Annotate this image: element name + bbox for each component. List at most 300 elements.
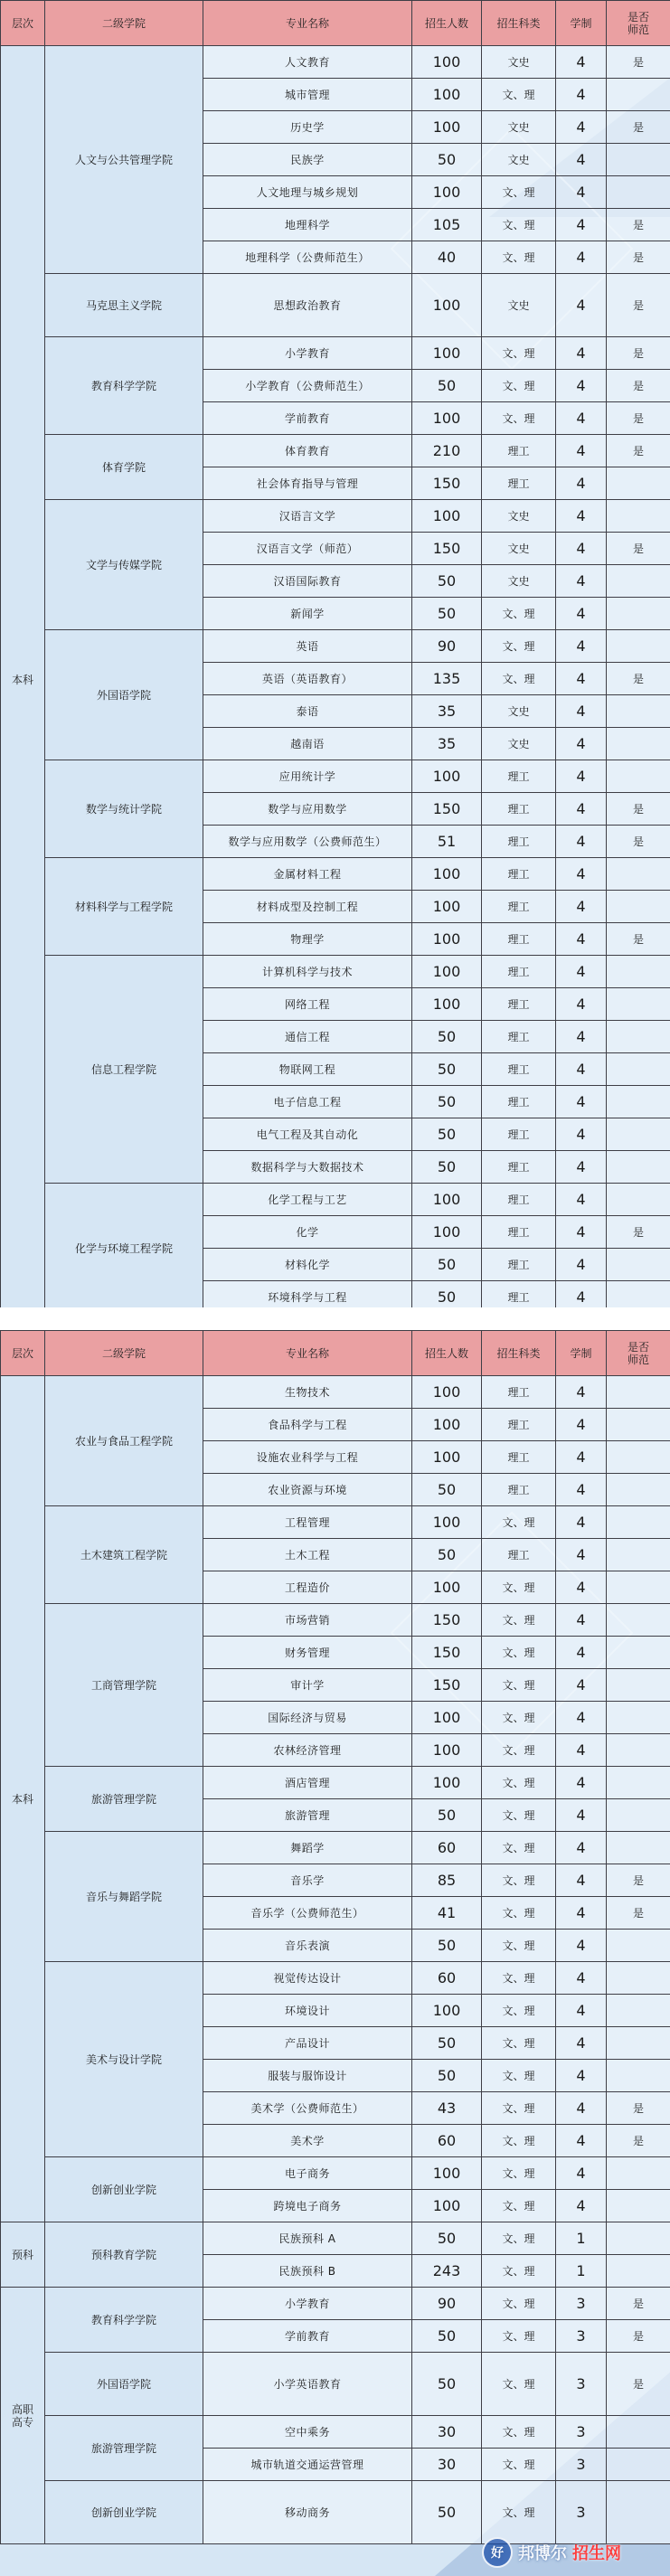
category-cell: 文、理 [482, 2481, 556, 2544]
enrollment-count-cell: 100 [412, 500, 482, 533]
duration-cell: 4 [556, 1053, 607, 1086]
duration-cell: 4 [556, 79, 607, 111]
enrollment-count-cell: 30 [412, 2449, 482, 2481]
college-cell: 工商管理学院 [45, 1604, 203, 1767]
enrollment-count-cell: 100 [412, 858, 482, 891]
enrollment-count-cell: 100 [412, 1767, 482, 1799]
major-name-cell: 英语 [203, 630, 412, 663]
category-cell: 文、理 [482, 1506, 556, 1539]
category-cell: 理工 [482, 435, 556, 467]
enrollment-count-cell: 100 [412, 111, 482, 144]
enrollment-count-cell: 85 [412, 1864, 482, 1897]
major-name-cell: 小学教育 [203, 2288, 412, 2320]
enrollment-count-cell: 150 [412, 793, 482, 826]
header-row [1, 1, 670, 46]
enrollment-count-cell: 100 [412, 1734, 482, 1767]
major-name-cell: 数学与应用数学（公费师范生） [203, 826, 412, 858]
enrollment-count-cell: 100 [412, 956, 482, 988]
enrollment-count-cell: 105 [412, 209, 482, 241]
major-name-cell: 城市轨道交通运营管理 [203, 2449, 412, 2481]
duration-cell: 4 [556, 2060, 607, 2092]
enrollment-count-cell: 50 [412, 144, 482, 176]
watermark-brand-b: 招生网 [572, 2544, 621, 2563]
normal-flag-cell [607, 695, 670, 728]
category-cell: 文、理 [482, 1571, 556, 1604]
category-cell: 文、理 [482, 598, 556, 630]
normal-flag-cell [607, 2027, 670, 2060]
normal-flag-cell [607, 1962, 670, 1995]
major-name-cell: 土木工程 [203, 1539, 412, 1571]
normal-flag-cell [607, 2060, 670, 2092]
category-cell: 文史 [482, 46, 556, 79]
normal-flag-cell [607, 1995, 670, 2027]
major-name-cell: 化学工程与工艺 [203, 1184, 412, 1216]
level-cell: 预科 [1, 2222, 45, 2288]
header-major: 专业名称 [203, 1, 412, 46]
table-row [1, 1962, 670, 1995]
level-cell: 高职 高专 [1, 2288, 45, 2544]
normal-flag-cell [607, 565, 670, 598]
category-cell: 文史 [482, 144, 556, 176]
enrollment-count-cell: 100 [412, 1409, 482, 1441]
duration-cell: 4 [556, 891, 607, 923]
table-row [1, 630, 670, 663]
major-name-cell: 民族预科 A [203, 2222, 412, 2255]
category-cell: 文、理 [482, 1897, 556, 1930]
duration-cell: 4 [556, 46, 607, 79]
college-cell: 文学与传媒学院 [45, 500, 203, 630]
table-row [1, 1604, 670, 1637]
category-cell: 文、理 [482, 630, 556, 663]
normal-flag-cell [607, 2449, 670, 2481]
normal-flag-cell [607, 2416, 670, 2449]
table-row [1, 46, 670, 79]
major-name-cell: 物联网工程 [203, 1053, 412, 1086]
enrollment-count-cell: 150 [412, 1604, 482, 1637]
duration-cell: 4 [556, 1021, 607, 1053]
major-name-cell: 审计学 [203, 1669, 412, 1702]
major-name-cell: 音乐表演 [203, 1930, 412, 1962]
normal-flag-cell [607, 1539, 670, 1571]
duration-cell: 4 [556, 1799, 607, 1832]
category-cell: 文、理 [482, 1637, 556, 1669]
college-cell: 旅游管理学院 [45, 2416, 203, 2481]
enrollment-count-cell: 100 [412, 1441, 482, 1474]
duration-cell: 3 [556, 2481, 607, 2544]
duration-cell: 4 [556, 565, 607, 598]
duration-cell: 4 [556, 793, 607, 826]
duration-cell: 4 [556, 923, 607, 956]
normal-flag-cell [607, 467, 670, 500]
table-row [1, 956, 670, 988]
major-name-cell: 移动商务 [203, 2481, 412, 2544]
enrollment-count-cell: 50 [412, 2353, 482, 2416]
major-name-cell: 工程管理 [203, 1506, 412, 1539]
duration-cell: 4 [556, 1604, 607, 1637]
enrollment-count-cell: 35 [412, 695, 482, 728]
level-cell: 本科 [1, 1376, 45, 2222]
duration-cell: 4 [556, 209, 607, 241]
duration-cell: 4 [556, 826, 607, 858]
category-cell: 理工 [482, 1151, 556, 1184]
duration-cell: 4 [556, 1767, 607, 1799]
category-cell: 文史 [482, 111, 556, 144]
duration-cell: 3 [556, 2416, 607, 2449]
category-cell: 理工 [482, 1409, 556, 1441]
duration-cell: 4 [556, 1249, 607, 1281]
duration-cell: 4 [556, 1962, 607, 1995]
normal-flag-cell [607, 2157, 670, 2190]
normal-flag-cell [607, 1930, 670, 1962]
table-row [1, 760, 670, 793]
enrollment-count-cell: 150 [412, 533, 482, 565]
category-cell: 文、理 [482, 1962, 556, 1995]
enrollment-count-cell: 100 [412, 1216, 482, 1249]
major-name-cell: 生物技术 [203, 1376, 412, 1409]
enrollment-count-cell: 40 [412, 241, 482, 274]
duration-cell: 4 [556, 1930, 607, 1962]
header-major: 专业名称 [203, 1331, 412, 1376]
normal-flag-cell: 是 [607, 241, 670, 274]
normal-flag-cell: 是 [607, 402, 670, 435]
college-cell: 外国语学院 [45, 630, 203, 760]
category-cell: 文史 [482, 533, 556, 565]
category-cell: 理工 [482, 1376, 556, 1409]
header-row [1, 1331, 670, 1376]
enrollment-count-cell: 100 [412, 1184, 482, 1216]
major-name-cell: 民族预科 B [203, 2255, 412, 2288]
duration-cell: 4 [556, 500, 607, 533]
major-name-cell: 跨境电子商务 [203, 2190, 412, 2222]
enrollment-count-cell: 50 [412, 1249, 482, 1281]
category-cell: 理工 [482, 1086, 556, 1118]
normal-flag-cell [607, 1376, 670, 1409]
table-row [1, 1184, 670, 1216]
major-name-cell: 工程造价 [203, 1571, 412, 1604]
table-row [1, 1506, 670, 1539]
duration-cell: 4 [556, 1506, 607, 1539]
category-cell: 文史 [482, 565, 556, 598]
college-cell: 旅游管理学院 [45, 1767, 203, 1832]
category-cell: 文、理 [482, 2222, 556, 2255]
duration-cell: 4 [556, 1216, 607, 1249]
major-name-cell: 舞蹈学 [203, 1832, 412, 1864]
normal-flag-cell [607, 1053, 670, 1086]
normal-flag-cell: 是 [607, 2092, 670, 2125]
category-cell: 文、理 [482, 663, 556, 695]
college-cell: 创新创业学院 [45, 2481, 203, 2544]
major-name-cell: 农业资源与环境 [203, 1474, 412, 1506]
enrollment-count-cell: 50 [412, 370, 482, 402]
major-name-cell: 应用统计学 [203, 760, 412, 793]
normal-flag-cell [607, 1702, 670, 1734]
major-name-cell: 产品设计 [203, 2027, 412, 2060]
duration-cell: 4 [556, 435, 607, 467]
category-cell: 理工 [482, 956, 556, 988]
enrollment-count-cell: 100 [412, 988, 482, 1021]
normal-flag-cell [607, 1184, 670, 1216]
table-row [1, 2416, 670, 2449]
header-count: 招生人数 [412, 1, 482, 46]
category-cell: 文、理 [482, 1702, 556, 1734]
enrollment-count-cell: 50 [412, 2027, 482, 2060]
duration-cell: 4 [556, 1118, 607, 1151]
enrollment-count-cell: 100 [412, 402, 482, 435]
normal-flag-cell [607, 1571, 670, 1604]
normal-flag-cell: 是 [607, 2125, 670, 2157]
normal-flag-cell: 是 [607, 1897, 670, 1930]
normal-flag-cell [607, 1734, 670, 1767]
category-cell: 文史 [482, 274, 556, 337]
major-name-cell: 音乐学（公费师范生） [203, 1897, 412, 1930]
enrollment-count-cell: 90 [412, 630, 482, 663]
normal-flag-cell [607, 1118, 670, 1151]
enrollment-count-cell: 50 [412, 598, 482, 630]
table-row [1, 2222, 670, 2255]
category-cell: 理工 [482, 1249, 556, 1281]
category-cell: 理工 [482, 1539, 556, 1571]
header-count: 招生人数 [412, 1331, 482, 1376]
duration-cell: 4 [556, 1637, 607, 1669]
normal-flag-cell: 是 [607, 2288, 670, 2320]
normal-flag-cell [607, 1441, 670, 1474]
major-name-cell: 旅游管理 [203, 1799, 412, 1832]
enrollment-count-cell: 100 [412, 1506, 482, 1539]
duration-cell: 4 [556, 467, 607, 500]
enrollment-count-cell: 50 [412, 1281, 482, 1308]
duration-cell: 4 [556, 1086, 607, 1118]
duration-cell: 4 [556, 728, 607, 760]
header-category: 招生科类 [482, 1, 556, 46]
normal-flag-cell [607, 1799, 670, 1832]
enrollment-count-cell: 100 [412, 1571, 482, 1604]
enrollment-count-cell: 50 [412, 2060, 482, 2092]
college-cell: 教育科学学院 [45, 337, 203, 435]
enrollment-count-cell: 90 [412, 2288, 482, 2320]
category-cell: 文、理 [482, 2190, 556, 2222]
category-cell: 文、理 [482, 1669, 556, 1702]
major-name-cell: 物理学 [203, 923, 412, 956]
normal-flag-cell [607, 500, 670, 533]
major-name-cell: 金属材料工程 [203, 858, 412, 891]
duration-cell: 4 [556, 1864, 607, 1897]
enrollment-count-cell: 100 [412, 2157, 482, 2190]
duration-cell: 4 [556, 2157, 607, 2190]
major-name-cell: 视觉传达设计 [203, 1962, 412, 1995]
major-name-cell: 汉语国际教育 [203, 565, 412, 598]
normal-flag-cell: 是 [607, 1864, 670, 1897]
major-name-cell: 计算机科学与技术 [203, 956, 412, 988]
major-name-cell: 市场营销 [203, 1604, 412, 1637]
header-level: 层次 [1, 1331, 45, 1376]
normal-flag-cell: 是 [607, 111, 670, 144]
duration-cell: 4 [556, 1184, 607, 1216]
college-cell: 人文与公共管理学院 [45, 46, 203, 274]
category-cell: 文、理 [482, 2125, 556, 2157]
college-cell: 农业与食品工程学院 [45, 1376, 203, 1506]
normal-flag-cell [607, 1409, 670, 1441]
major-name-cell: 小学教育 [203, 337, 412, 370]
table-row [1, 858, 670, 891]
duration-cell: 4 [556, 760, 607, 793]
header-college: 二级学院 [45, 1331, 203, 1376]
college-cell: 教育科学学院 [45, 2288, 203, 2353]
normal-flag-cell: 是 [607, 274, 670, 337]
enrollment-count-cell: 50 [412, 1799, 482, 1832]
duration-cell: 4 [556, 630, 607, 663]
college-cell: 外国语学院 [45, 2353, 203, 2416]
major-name-cell: 小学教育（公费师范生） [203, 370, 412, 402]
enrollment-count-cell: 150 [412, 1669, 482, 1702]
category-cell: 文、理 [482, 2416, 556, 2449]
normal-flag-cell [607, 988, 670, 1021]
enrollment-count-cell: 100 [412, 274, 482, 337]
category-cell: 理工 [482, 988, 556, 1021]
enrollment-count-cell: 60 [412, 1962, 482, 1995]
category-cell: 文、理 [482, 209, 556, 241]
duration-cell: 4 [556, 1995, 607, 2027]
category-cell: 文、理 [482, 1604, 556, 1637]
major-name-cell: 越南语 [203, 728, 412, 760]
normal-flag-cell: 是 [607, 370, 670, 402]
enrollment-count-cell: 60 [412, 1832, 482, 1864]
watermark [482, 2534, 654, 2571]
college-cell: 音乐与舞蹈学院 [45, 1832, 203, 1962]
enrollment-count-cell: 30 [412, 2416, 482, 2449]
normal-flag-cell: 是 [607, 1216, 670, 1249]
table-row [1, 435, 670, 467]
normal-flag-cell [607, 1669, 670, 1702]
category-cell: 理工 [482, 1118, 556, 1151]
enrollment-count-cell: 50 [412, 1118, 482, 1151]
category-cell: 理工 [482, 1184, 556, 1216]
duration-cell: 4 [556, 1734, 607, 1767]
duration-cell: 4 [556, 1571, 607, 1604]
table-row [1, 2288, 670, 2320]
duration-cell: 3 [556, 2449, 607, 2481]
enrollment-count-cell: 100 [412, 760, 482, 793]
table-panel-2 [0, 1330, 670, 2576]
normal-flag-cell [607, 1637, 670, 1669]
normal-flag-cell [607, 2255, 670, 2288]
enrollment-count-cell: 100 [412, 2190, 482, 2222]
category-cell: 文、理 [482, 1995, 556, 2027]
enrollment-count-cell: 100 [412, 923, 482, 956]
enrollment-count-cell: 60 [412, 2125, 482, 2157]
enrollment-count-cell: 100 [412, 176, 482, 209]
college-cell: 预科教育学院 [45, 2222, 203, 2288]
enrollment-count-cell: 35 [412, 728, 482, 760]
major-name-cell: 食品科学与工程 [203, 1409, 412, 1441]
major-name-cell: 电子信息工程 [203, 1086, 412, 1118]
category-cell: 文、理 [482, 2092, 556, 2125]
watermark-logo: 好 [482, 2537, 513, 2568]
duration-cell: 4 [556, 1151, 607, 1184]
table-row [1, 1767, 670, 1799]
duration-cell: 4 [556, 663, 607, 695]
major-name-cell: 材料成型及控制工程 [203, 891, 412, 923]
major-name-cell: 国际经济与贸易 [203, 1702, 412, 1734]
duration-cell: 4 [556, 1441, 607, 1474]
enrollment-count-cell: 50 [412, 2481, 482, 2544]
college-cell: 化学与环境工程学院 [45, 1184, 203, 1308]
major-name-cell: 汉语言文学 [203, 500, 412, 533]
duration-cell: 3 [556, 2320, 607, 2353]
table-row [1, 2157, 670, 2190]
normal-flag-cell: 是 [607, 663, 670, 695]
normal-flag-cell [607, 2222, 670, 2255]
category-cell: 理工 [482, 1216, 556, 1249]
normal-flag-cell [607, 956, 670, 988]
category-cell: 文、理 [482, 1767, 556, 1799]
category-cell: 文、理 [482, 402, 556, 435]
header-normal: 是否 师范 [607, 1331, 670, 1376]
normal-flag-cell: 是 [607, 46, 670, 79]
normal-flag-cell [607, 144, 670, 176]
category-cell: 理工 [482, 858, 556, 891]
duration-cell: 4 [556, 274, 607, 337]
major-name-cell: 数据科学与大数据技术 [203, 1151, 412, 1184]
major-name-cell: 体育教育 [203, 435, 412, 467]
major-name-cell: 电子商务 [203, 2157, 412, 2190]
enrollment-count-cell: 51 [412, 826, 482, 858]
normal-flag-cell [607, 1506, 670, 1539]
category-cell: 文、理 [482, 2255, 556, 2288]
major-name-cell: 英语（英语教育） [203, 663, 412, 695]
college-cell: 美术与设计学院 [45, 1962, 203, 2157]
duration-cell: 1 [556, 2255, 607, 2288]
major-name-cell: 小学英语教育 [203, 2353, 412, 2416]
category-cell: 文、理 [482, 2449, 556, 2481]
major-name-cell: 人文地理与城乡规划 [203, 176, 412, 209]
enrollment-count-cell: 100 [412, 1376, 482, 1409]
major-name-cell: 空中乘务 [203, 2416, 412, 2449]
duration-cell: 4 [556, 858, 607, 891]
major-name-cell: 社会体育指导与管理 [203, 467, 412, 500]
major-name-cell: 汉语言文学（师范） [203, 533, 412, 565]
normal-flag-cell: 是 [607, 209, 670, 241]
category-cell: 文、理 [482, 79, 556, 111]
category-cell: 理工 [482, 1474, 556, 1506]
major-name-cell: 化学 [203, 1216, 412, 1249]
category-cell: 文史 [482, 695, 556, 728]
enrollment-count-cell: 135 [412, 663, 482, 695]
duration-cell: 3 [556, 2353, 607, 2416]
duration-cell: 4 [556, 956, 607, 988]
category-cell: 文史 [482, 728, 556, 760]
normal-flag-cell [607, 1604, 670, 1637]
duration-cell: 4 [556, 1409, 607, 1441]
header-category: 招生科类 [482, 1331, 556, 1376]
major-name-cell: 环境科学与工程 [203, 1281, 412, 1308]
enrollment-count-cell: 100 [412, 1995, 482, 2027]
major-name-cell: 财务管理 [203, 1637, 412, 1669]
category-cell: 文、理 [482, 2060, 556, 2092]
major-name-cell: 地理科学（公费师范生） [203, 241, 412, 274]
duration-cell: 4 [556, 1669, 607, 1702]
header-duration: 学制 [556, 1331, 607, 1376]
duration-cell: 4 [556, 2027, 607, 2060]
category-cell: 文、理 [482, 2353, 556, 2416]
major-name-cell: 通信工程 [203, 1021, 412, 1053]
normal-flag-cell [607, 1021, 670, 1053]
major-name-cell: 城市管理 [203, 79, 412, 111]
category-cell: 文、理 [482, 1799, 556, 1832]
major-name-cell: 思想政治教育 [203, 274, 412, 337]
duration-cell: 4 [556, 1474, 607, 1506]
enrollment-count-cell: 210 [412, 435, 482, 467]
table-gap [0, 1307, 670, 1330]
